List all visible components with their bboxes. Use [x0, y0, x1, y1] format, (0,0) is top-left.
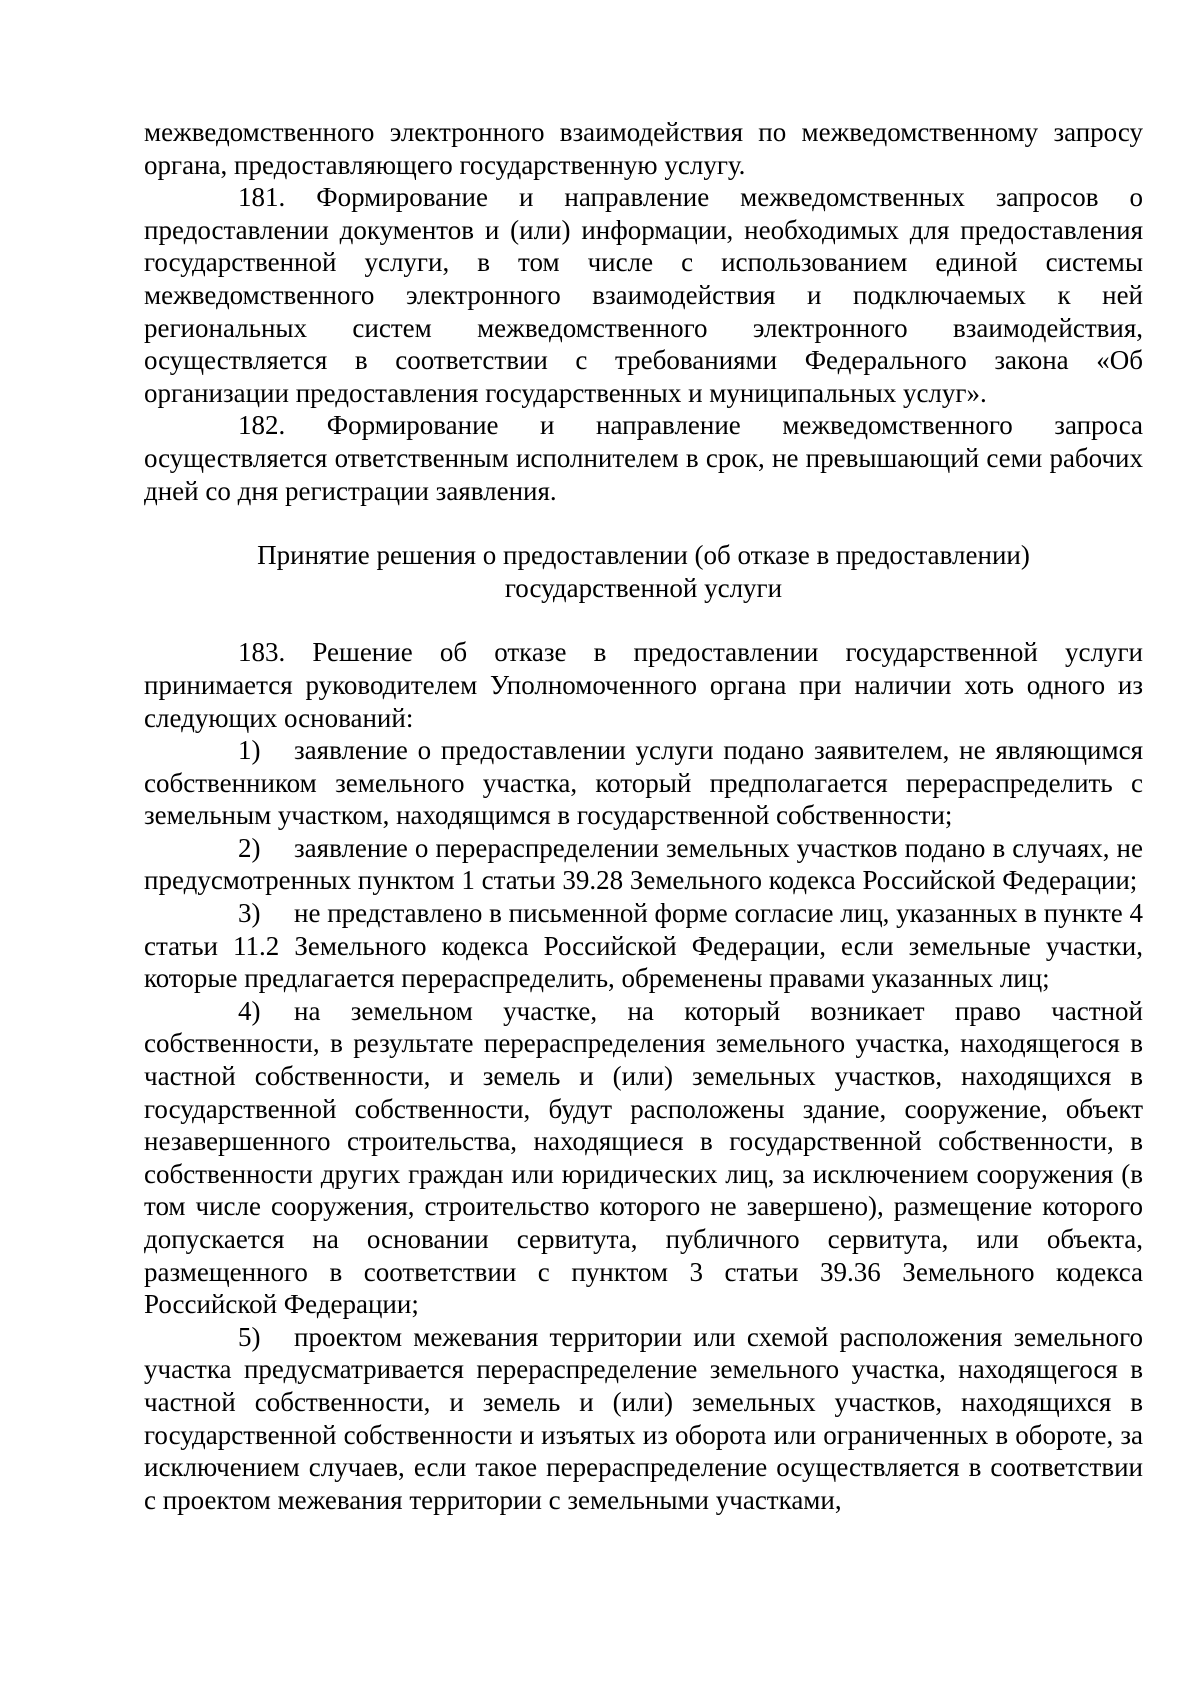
- list-item-5: [144, 1321, 1143, 1517]
- list-item-text: не представлено в письменной форме согласие лиц, указанных в пункте 4 статьи 11.2 Земельного кодекса Российской Федерации, если земельные участки, которые предлагается перераспределить, обременены правами указанных лиц;: [144, 898, 1143, 994]
- list-item-3: [144, 897, 1143, 995]
- list-item-1: [144, 734, 1143, 832]
- list-item-4: [144, 995, 1143, 1321]
- section-heading: [144, 539, 1143, 604]
- paragraph-183: 183. Решение об отказе в предоставлении государственной услуги принимается руководителем Уполномоченного органа при наличии хоть одного из следующих оснований:: [144, 637, 1143, 733]
- list-item-number: 1): [238, 735, 261, 766]
- section-heading-line-1: Принятие решения о предоставлении (об отказе в предоставлении): [257, 540, 1030, 571]
- list-item-text: на земельном участке, на который возникает право частной собственности, в результате перераспределения земельного участка, находящегося в частной собственности, и земель и (или) земельных участков, находящихся в государственной собственности, будут расположены здание, сооружение, объект незавершенного строительства, находящиеся в государственной собственности, в собственности других граждан или юридических лиц, за исключением сооружения (в том числе сооружения, строительство которого не завершено), размещение которого допускается на основании сервитута, публичного сервитута, или объекта, размещенного в соответствии с пунктом 3 статьи 39.36 Земельного кодекса Российской Федерации;: [144, 995, 1143, 1320]
- section-heading-line-2: государственной услуги: [504, 572, 783, 603]
- document-body: [144, 116, 1143, 1516]
- paragraph-182: 182. Формирование и направление межведомственного запроса осуществляется ответственным исполнителем в срок, не превышающий семи рабочих дней со дня регистрации заявления.: [144, 410, 1143, 506]
- list-item-2: [144, 832, 1143, 897]
- paragraph-181: 181. Формирование и направление межведомственных запросов о предоставлении документов и (или) информации, необходимых для предоставления государственной услуги, в том числе с использованием единой системы межведомственного электронного взаимодействия и подключаемых к ней региональных систем межведомственного электронного взаимодействия, осуществляется в соответствии с требованиями Федерального закона «Об организации предоставления государственных и муниципальных услуг».: [144, 182, 1143, 408]
- list-item-text: заявление о предоставлении услуги подано заявителем, не являющимся собственником земельного участка, который предполагается перераспределить с земельным участком, находящимся в государственной собственности;: [144, 735, 1143, 831]
- list-item-number: 4): [238, 995, 261, 1026]
- list-item-number: 3): [238, 898, 261, 929]
- list-item-number: 5): [238, 1321, 261, 1352]
- list-item-text: заявление о перераспределении земельных участков подано в случаях, не предусмотренных пунктом 1 статьи 39.28 Земельного кодекса Российской Федерации;: [144, 832, 1143, 896]
- paragraph-continuation: межведомственного электронного взаимодействия по межведомственному запросу органа, предоставляющего государственную услугу.: [144, 117, 1143, 180]
- list-item-text: проектом межевания территории или схемой расположения земельного участка предусматривается перераспределение земельного участка, находящегося в частной собственности, и земель и (или) земельных участков, находящихся в государственной собственности и изъятых из оборота или ограниченных в обороте, за исключением случаев, если такое перераспределение осуществляется в соответствии с проектом межевания территории с земельными участками,: [144, 1321, 1143, 1515]
- list-item-number: 2): [238, 832, 261, 863]
